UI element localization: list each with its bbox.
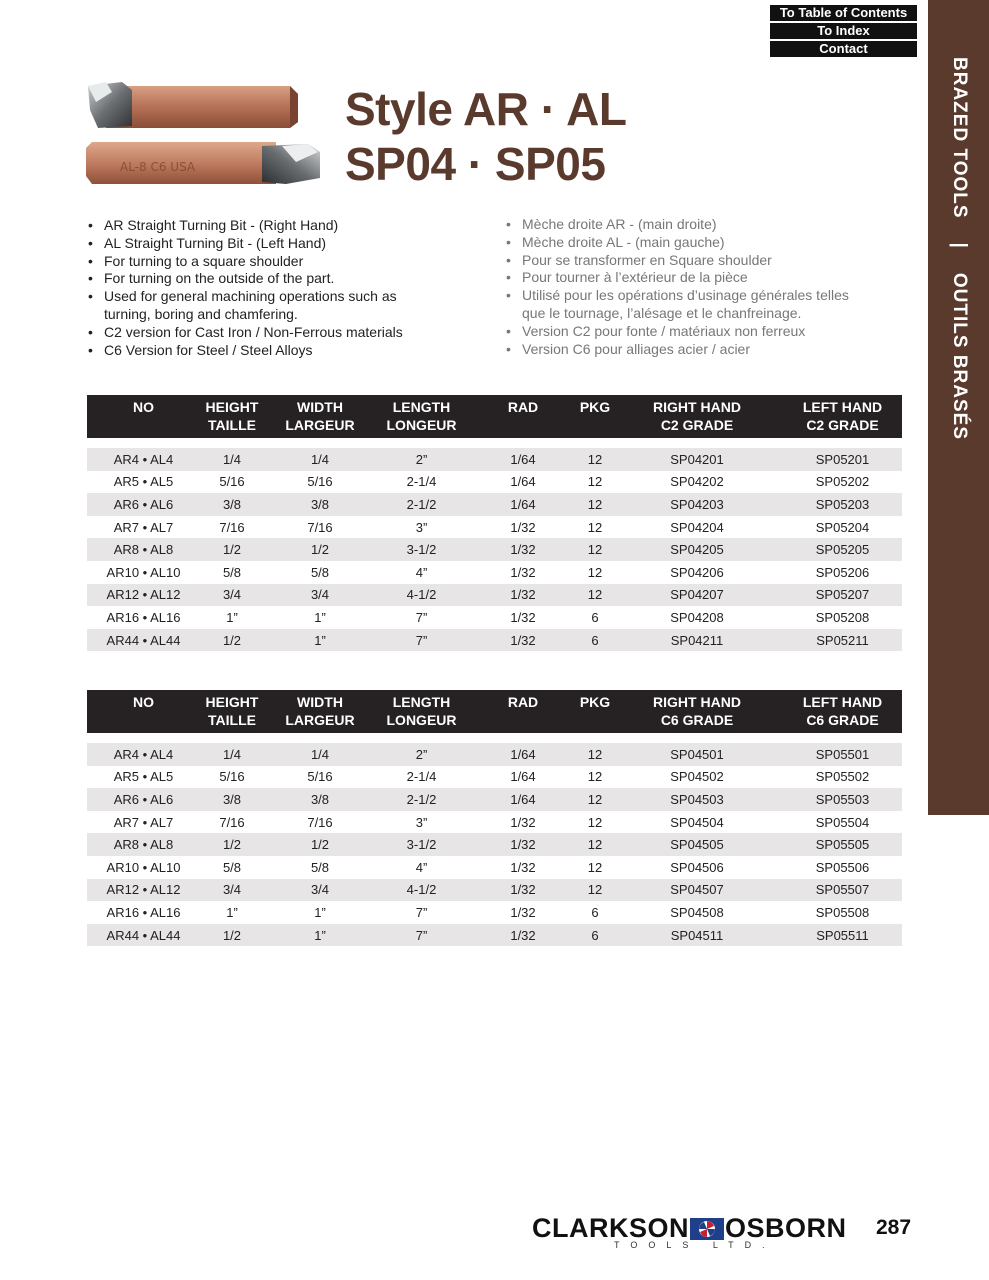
- column-header: [264, 395, 376, 438]
- table-cell: 12: [579, 766, 611, 789]
- table-cell: 1”: [264, 924, 376, 947]
- table-cell: AR4 • AL4: [87, 743, 200, 766]
- table-cell: 1/4: [264, 743, 376, 766]
- table-cell: SP05511: [783, 924, 902, 947]
- table-cell: AR8 • AL8: [87, 833, 200, 856]
- table-header-row: [87, 690, 902, 733]
- table-cell: SP05501: [783, 743, 902, 766]
- c6-grade-spec-table: [87, 690, 902, 946]
- side-label-english: BRAZED TOOLS: [949, 57, 970, 219]
- column-header-primary: PKG: [579, 399, 611, 415]
- table-cell: 1/64: [467, 788, 579, 811]
- table-cell: SP05503: [783, 788, 902, 811]
- table-row: [87, 766, 902, 789]
- table-cell: 3-1/2: [376, 538, 467, 561]
- column-header-secondary: TAILLE: [208, 712, 256, 728]
- table-cell: AR44 • AL44: [87, 924, 200, 947]
- table-cell: 2”: [376, 448, 467, 471]
- nav-links: [770, 5, 917, 59]
- table-cell: 3-1/2: [376, 833, 467, 856]
- index-link[interactable]: To Index: [770, 23, 917, 39]
- table-cell: 3”: [376, 811, 467, 834]
- table-cell: 3/8: [264, 788, 376, 811]
- c2-grade-spec-table: [87, 395, 902, 651]
- table-header-row: [87, 395, 902, 438]
- table-spacer: [87, 733, 902, 743]
- column-header-secondary: TAILLE: [208, 417, 256, 433]
- table-cell: 1/4: [264, 448, 376, 471]
- table-cell: 2”: [376, 743, 467, 766]
- column-header-secondary: [87, 711, 200, 729]
- table-cell: 12: [579, 538, 611, 561]
- table-cell: 3/8: [264, 493, 376, 516]
- table-cell: 1/4: [200, 448, 264, 471]
- features-list-english: [88, 217, 403, 359]
- table-cell: SP04507: [611, 879, 783, 902]
- table-row: [87, 606, 902, 629]
- column-header-secondary: [467, 416, 579, 434]
- table-cell: AR12 • AL12: [87, 879, 200, 902]
- table-cell: 5/16: [200, 766, 264, 789]
- table-cell: 12: [579, 561, 611, 584]
- table-cell: AR6 • AL6: [87, 493, 200, 516]
- table-cell: 5/8: [200, 561, 264, 584]
- table-cell: SP05508: [783, 901, 902, 924]
- table-cell: 1/32: [467, 538, 579, 561]
- table-cell: 1/64: [467, 471, 579, 494]
- table-cell: 1/2: [200, 924, 264, 947]
- table-cell: AR7 • AL7: [87, 811, 200, 834]
- table-cell: 1/32: [467, 629, 579, 652]
- table-cell: SP05504: [783, 811, 902, 834]
- column-header-secondary: LARGEUR: [285, 417, 355, 433]
- table-row: [87, 833, 902, 856]
- column-header-primary: WIDTH: [297, 694, 343, 710]
- table-row: [87, 471, 902, 494]
- table-cell: SP05203: [783, 493, 902, 516]
- table-cell: AR5 • AL5: [87, 766, 200, 789]
- table-row: [87, 448, 902, 471]
- table-cell: SP05206: [783, 561, 902, 584]
- feature-item: turning, boring and chamfering.: [104, 305, 298, 322]
- table-cell: 1”: [264, 606, 376, 629]
- table-cell: 7”: [376, 924, 467, 947]
- table-cell: SP04505: [611, 833, 783, 856]
- column-header-primary: NO: [133, 694, 154, 710]
- table-cell: 3/4: [264, 584, 376, 607]
- column-header-primary: RIGHT HAND: [653, 694, 741, 710]
- table-cell: 7/16: [200, 811, 264, 834]
- column-header-primary: PKG: [579, 694, 611, 710]
- table-cell: 12: [579, 471, 611, 494]
- table-cell: SP04506: [611, 856, 783, 879]
- table-cell: 7”: [376, 606, 467, 629]
- table-cell: 1/64: [467, 743, 579, 766]
- table-row: [87, 924, 902, 947]
- table-spacer: [87, 438, 902, 448]
- table-cell: 1/2: [200, 833, 264, 856]
- page-number: 287: [876, 1216, 912, 1239]
- side-label-french: OUTILS BRASÉS: [949, 272, 970, 440]
- table-cell: 1/32: [467, 879, 579, 902]
- column-header: [467, 395, 579, 438]
- pinwheel-logo-icon: [690, 1218, 724, 1240]
- feature-item: • Mèche droite AR - (main droite): [506, 216, 906, 234]
- table-cell: SP05201: [783, 448, 902, 471]
- table-cell: SP05202: [783, 471, 902, 494]
- table-cell: 3/8: [200, 788, 264, 811]
- table-cell: AR6 • AL6: [87, 788, 200, 811]
- table-cell: SP04204: [611, 516, 783, 539]
- table-cell: SP04503: [611, 788, 783, 811]
- table-cell: 5/8: [264, 561, 376, 584]
- column-header: [783, 690, 902, 733]
- column-header-primary: HEIGHT: [205, 399, 259, 415]
- column-header: [783, 395, 902, 438]
- column-header-primary: HEIGHT: [205, 694, 259, 710]
- table-row: [87, 538, 902, 561]
- table-cell: AR5 • AL5: [87, 471, 200, 494]
- feature-item: • For turning on the outside of the part.: [88, 270, 403, 288]
- table-cell: AR4 • AL4: [87, 448, 200, 471]
- table-of-contents-link[interactable]: To Table of Contents: [770, 5, 917, 21]
- logo-text-right: OSBORN: [725, 1213, 847, 1243]
- table-cell: SP05502: [783, 766, 902, 789]
- column-header-primary: LENGTH: [392, 399, 451, 415]
- table-cell: 5/8: [264, 856, 376, 879]
- table-cell: 12: [579, 811, 611, 834]
- feature-item: • Utilisé pour les opérations d’usinage générales telles: [506, 287, 906, 305]
- column-header-primary: NO: [133, 399, 154, 415]
- column-header: [611, 690, 783, 733]
- column-header: [467, 690, 579, 733]
- table-cell: 12: [579, 448, 611, 471]
- table-cell: AR12 • AL12: [87, 584, 200, 607]
- table-cell: 7”: [376, 901, 467, 924]
- feature-item: • C6 Version for Steel / Steel Alloys: [88, 342, 403, 360]
- table-cell: 12: [579, 879, 611, 902]
- table-cell: 12: [579, 493, 611, 516]
- table-cell: 1/32: [467, 811, 579, 834]
- feature-item: • Pour se transformer en Square shoulder: [506, 252, 906, 270]
- table-cell: 4-1/2: [376, 879, 467, 902]
- table-row: [87, 584, 902, 607]
- table-cell: 1/32: [467, 606, 579, 629]
- table-cell: 1/32: [467, 924, 579, 947]
- column-header-secondary: [467, 711, 579, 729]
- column-header-secondary: LONGEUR: [386, 712, 457, 728]
- table-cell: AR44 • AL44: [87, 629, 200, 652]
- logo-subtitle: TOOLS LTD.: [614, 1240, 776, 1250]
- table-cell: AR16 • AL16: [87, 901, 200, 924]
- table-cell: 1/2: [264, 833, 376, 856]
- feature-item: que le tournage, l’alésage et le chanfreinage.: [522, 304, 802, 321]
- table-cell: 1”: [264, 901, 376, 924]
- table-cell: SP05211: [783, 629, 902, 652]
- logo-text-left: CLARKSON: [532, 1213, 689, 1243]
- table-cell: 1/2: [264, 538, 376, 561]
- title-line-style: Style AR · AL: [345, 83, 627, 135]
- column-header-secondary: [87, 416, 200, 434]
- table-cell: 2-1/2: [376, 788, 467, 811]
- table-cell: AR7 • AL7: [87, 516, 200, 539]
- table-cell: 1/64: [467, 448, 579, 471]
- table-cell: 12: [579, 788, 611, 811]
- table-row: [87, 901, 902, 924]
- table-cell: 6: [579, 606, 611, 629]
- column-header-secondary: C6 GRADE: [660, 712, 734, 728]
- table-cell: SP05205: [783, 538, 902, 561]
- table-cell: 12: [579, 584, 611, 607]
- column-header: [579, 690, 611, 733]
- table-cell: 5/8: [200, 856, 264, 879]
- table-cell: 1/64: [467, 493, 579, 516]
- table-cell: 4-1/2: [376, 584, 467, 607]
- section-side-label: [948, 57, 970, 440]
- table-cell: SP04206: [611, 561, 783, 584]
- table-row: [87, 811, 902, 834]
- column-header: [611, 395, 783, 438]
- column-header-secondary: C2 GRADE: [806, 417, 879, 433]
- table-row: [87, 856, 902, 879]
- table-row: [87, 516, 902, 539]
- table-cell: SP04208: [611, 606, 783, 629]
- table-cell: SP04207: [611, 584, 783, 607]
- feature-item: • Used for general machining operations such as: [88, 288, 403, 306]
- column-header-primary: WIDTH: [297, 399, 343, 415]
- table-cell: 3/4: [200, 584, 264, 607]
- clarkson-osborn-logo: [532, 1213, 852, 1253]
- table-cell: SP05506: [783, 856, 902, 879]
- table-cell: AR10 • AL10: [87, 561, 200, 584]
- column-header-primary: RAD: [507, 399, 539, 415]
- table-cell: 12: [579, 833, 611, 856]
- table-cell: 6: [579, 924, 611, 947]
- feature-item: • Version C2 pour fonte / matériaux non ferreux: [506, 323, 906, 341]
- table-cell: SP04504: [611, 811, 783, 834]
- table-cell: 7/16: [200, 516, 264, 539]
- column-header-secondary: LONGEUR: [386, 417, 457, 433]
- table-cell: 12: [579, 743, 611, 766]
- table-cell: SP04205: [611, 538, 783, 561]
- column-header-primary: RAD: [507, 694, 539, 710]
- column-header: [200, 395, 264, 438]
- table-cell: SP05507: [783, 879, 902, 902]
- contact-link[interactable]: Contact: [770, 41, 917, 57]
- column-header: [376, 395, 467, 438]
- column-header: [376, 690, 467, 733]
- page-title: [345, 82, 626, 192]
- table-cell: AR16 • AL16: [87, 606, 200, 629]
- column-header-primary: RIGHT HAND: [653, 399, 741, 415]
- column-header: [264, 690, 376, 733]
- table-cell: 7”: [376, 629, 467, 652]
- feature-item: • Version C6 pour alliages acier / acier: [506, 341, 906, 359]
- table-cell: 1/32: [467, 516, 579, 539]
- table-cell: SP04502: [611, 766, 783, 789]
- column-header: [200, 690, 264, 733]
- table-cell: 1”: [200, 606, 264, 629]
- feature-item: • For turning to a square shoulder: [88, 253, 403, 271]
- column-header: [579, 395, 611, 438]
- table-cell: 5/16: [264, 471, 376, 494]
- side-label-separator: |: [949, 242, 970, 249]
- table-cell: SP04201: [611, 448, 783, 471]
- column-header-secondary: [579, 711, 611, 729]
- table-row: [87, 629, 902, 652]
- table-cell: 1”: [264, 629, 376, 652]
- table-cell: 2-1/4: [376, 471, 467, 494]
- table-row: [87, 561, 902, 584]
- table-cell: 1”: [200, 901, 264, 924]
- table-row: [87, 743, 902, 766]
- column-header-secondary: C2 GRADE: [660, 417, 734, 433]
- table-cell: 1/2: [200, 629, 264, 652]
- feature-item: • C2 version for Cast Iron / Non-Ferrous materials: [88, 324, 403, 342]
- table-cell: 7/16: [264, 516, 376, 539]
- table-row: [87, 493, 902, 516]
- title-line-sku: SP04 · SP05: [345, 138, 606, 190]
- table-cell: 4”: [376, 856, 467, 879]
- table-cell: 3/4: [200, 879, 264, 902]
- table-cell: AR10 • AL10: [87, 856, 200, 879]
- left-hand-tool-bit-image: [86, 138, 322, 188]
- column-header: [87, 395, 200, 438]
- column-header-secondary: C6 GRADE: [806, 712, 879, 728]
- table-cell: 6: [579, 901, 611, 924]
- feature-item: • Pour tourner à l’extérieur de la pièce: [506, 269, 906, 287]
- column-header-secondary: [579, 416, 611, 434]
- table-row: [87, 788, 902, 811]
- feature-item: • AL Straight Turning Bit - (Left Hand): [88, 235, 403, 253]
- feature-item: • AR Straight Turning Bit - (Right Hand): [88, 217, 403, 235]
- table-cell: 1/64: [467, 766, 579, 789]
- table-cell: 1/32: [467, 833, 579, 856]
- table-cell: 5/16: [200, 471, 264, 494]
- table-cell: SP04211: [611, 629, 783, 652]
- table-cell: SP04508: [611, 901, 783, 924]
- tool-stamp-text: AL-8 C6 USA: [120, 160, 196, 174]
- table-row: [87, 879, 902, 902]
- table-cell: SP05505: [783, 833, 902, 856]
- right-hand-tool-bit-image: [86, 80, 300, 130]
- table-cell: 1/32: [467, 584, 579, 607]
- table-cell: 5/16: [264, 766, 376, 789]
- table-cell: SP05207: [783, 584, 902, 607]
- column-header-primary: LEFT HAND: [802, 694, 883, 710]
- table-cell: SP05204: [783, 516, 902, 539]
- table-cell: SP05208: [783, 606, 902, 629]
- table-cell: SP04203: [611, 493, 783, 516]
- table-cell: 4”: [376, 561, 467, 584]
- column-header-secondary: LARGEUR: [285, 712, 355, 728]
- column-header-primary: LEFT HAND: [802, 399, 883, 415]
- table-cell: SP04202: [611, 471, 783, 494]
- table-cell: SP04501: [611, 743, 783, 766]
- table-cell: 1/4: [200, 743, 264, 766]
- table-cell: 3/8: [200, 493, 264, 516]
- table-cell: 2-1/2: [376, 493, 467, 516]
- table-cell: 3/4: [264, 879, 376, 902]
- table-cell: 7/16: [264, 811, 376, 834]
- table-cell: 12: [579, 856, 611, 879]
- table-cell: 1/32: [467, 561, 579, 584]
- feature-item: • Mèche droite AL - (main gauche): [506, 234, 906, 252]
- table-cell: 1/2: [200, 538, 264, 561]
- table-cell: 1/32: [467, 901, 579, 924]
- column-header-primary: LENGTH: [392, 694, 451, 710]
- column-header: [87, 690, 200, 733]
- table-cell: 6: [579, 629, 611, 652]
- table-cell: 3”: [376, 516, 467, 539]
- table-cell: 1/32: [467, 856, 579, 879]
- table-cell: 12: [579, 516, 611, 539]
- table-cell: 2-1/4: [376, 766, 467, 789]
- table-cell: SP04511: [611, 924, 783, 947]
- table-cell: AR8 • AL8: [87, 538, 200, 561]
- features-list-french: [506, 216, 906, 358]
